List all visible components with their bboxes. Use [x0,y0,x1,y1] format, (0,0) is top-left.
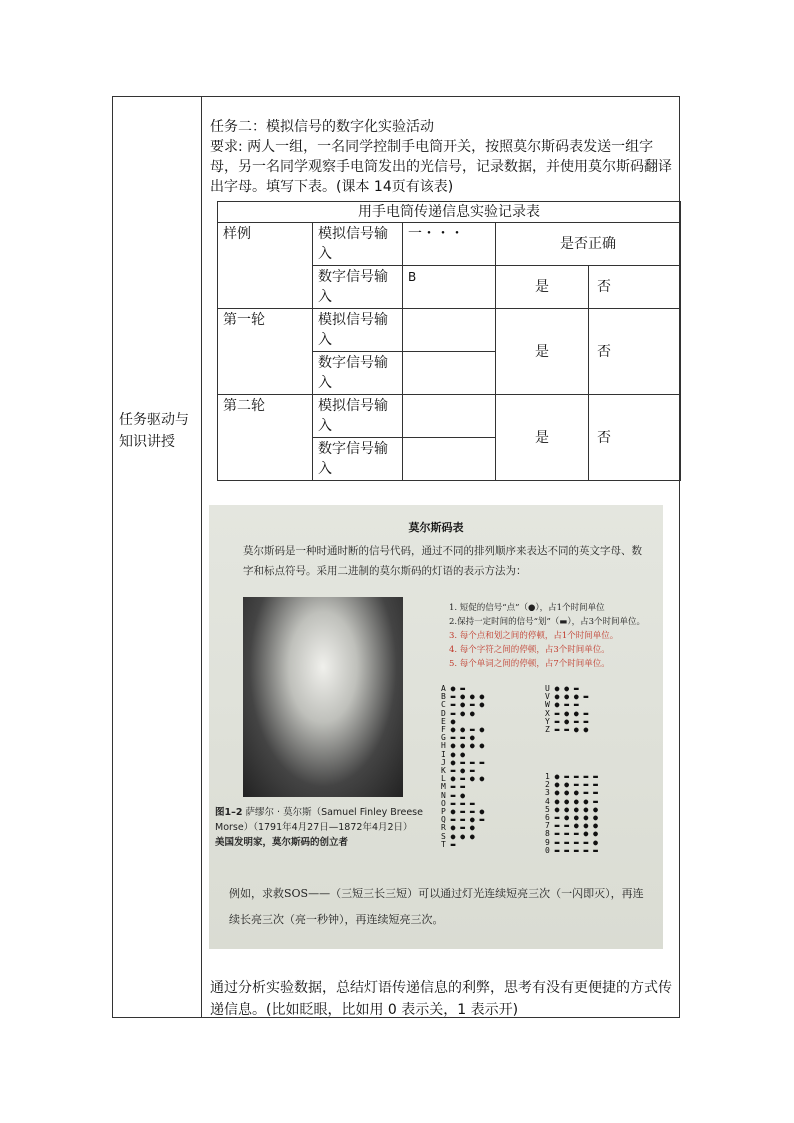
digital-label: 数字信号输入 [313,352,403,395]
no-cell: 否 [588,395,680,481]
morse-portrait [243,597,403,797]
textbook-page [209,505,663,949]
yes-cell: 是 [495,266,588,309]
caption-label: 图1–2 [215,807,243,818]
analog-label: 模拟信号输入 [313,309,403,352]
analog-value-round1 [402,309,495,352]
digital-value-round2 [402,438,495,481]
sos-example: 例如，求救SOS——（三短三长三短）可以通过灯光连续短亮三次（一闪即灭），再连续长亮三次（亮一秒钟），再连续短亮三次。 [229,887,644,926]
morse-digits: 1 ● ▬ ▬ ▬ ▬ 2 ● ● ▬ ▬ ▬ 3 ● ● ● ▬ ▬ 4 ● ● ● ● ▬ 5 ● ● ● ● ● 6 ▬ ● ● ● ● 7 ▬ ▬ ● ● ● 8 ▬ ▬ ▬ ● ● 9 ▬ ▬ ▬ ▬ ● 0 ▬ ▬ ▬ ▬ ▬ [545,772,598,855]
digital-label: 数字信号输入 [313,438,403,481]
morse-letters-a-t: A ● ▬ B ▬ ● ● ● C ▬ ● ▬ ● D ▬ ● ● E ● F ● ● ▬ ● G ▬ ▬ ● H ● ● ● ● I ● ● J ● ▬ ▬ ▬ K ▬ ● ▬ L ● ▬ ● ● M ▬ ▬ N ▬ ● O ▬ ▬ ▬ P ● ▬ ▬ ● Q ▬ ▬ ● ▬ R ● ▬ ● S ● ● ● T ▬ [441,684,485,849]
morse-letters-u-z: U ● ● ▬ V ● ● ● ▬ W ● ▬ ▬ X ▬ ● ● ▬ Y ▬ ● ▬ ▬ Z ▬ ▬ ● ● [545,684,589,735]
morse-table-title: 莫尔斯码表 [408,521,464,534]
analog-label: 模拟信号输入 [313,223,403,266]
rule-2: 2.保持一定时间的信号“划”（▬），占3个时间单位。 [449,617,645,627]
digital-value-sample: B [402,266,495,309]
record-table-title: 用手电筒传递信息实验记录表 [218,202,681,223]
morse-rules [449,601,659,671]
rule-1: 1. 短促的信号“点”（●），占1个时间单位 [449,603,605,613]
task-content [210,117,675,197]
record-table [217,201,681,481]
digital-value-round1 [402,352,495,395]
left-column [113,97,202,1017]
caption-name: 萨缪尔 · 莫尔斯（Samuel Finley Breese Morse）（1791年4月27日—1872年4月2日） [215,807,423,833]
caption-desc: 美国发明家，莫尔斯码的创立者 [215,837,349,848]
rule-4: 4. 每个字符之间的停顿，占3个时间单位。 [449,645,610,655]
digital-label: 数字信号输入 [313,266,403,309]
lesson-table [112,96,680,1018]
correct-header: 是否正确 [495,223,680,266]
no-cell: 否 [588,309,680,395]
morse-intro: 莫尔斯码是一种时通时断的信号代码，通过不同的排列顺序来表达不同的英文字母、数字和标点符号。采用二进制的莫尔斯码的灯语的表示方法为： [243,545,642,577]
portrait-caption [215,805,435,850]
textbook-photo [209,505,663,949]
row-name-round2: 第二轮 [218,395,313,481]
rule-3: 3. 每个点和划之间的停顿，占1个时间单位。 [449,631,619,641]
analog-label: 模拟信号输入 [313,395,403,438]
no-cell: 否 [588,266,680,309]
row-name-sample: 样例 [218,223,313,309]
rule-5: 5. 每个单词之间的停顿，占7个时间单位。 [449,659,610,669]
task-requirement: 要求: 两人一组，一名同学控制手电筒开关，按照莫尔斯码表发送一组字母，另一名同学观察手电筒发出的光信号，记录数据，并使用莫尔斯码翻译出字母。填写下表。(课本 14页有该表) [210,139,672,195]
yes-cell: 是 [495,395,588,481]
task-title: 任务二：模拟信号的数字化实验活动 [210,119,434,135]
row-name-round1: 第一轮 [218,309,313,395]
yes-cell: 是 [495,309,588,395]
analog-value-sample: 一・・・ [402,223,495,266]
section-label: 任务驱动与知识讲授 [119,412,189,450]
analog-value-round2 [402,395,495,438]
summary-text: 通过分析实验数据，总结灯语传递信息的利弊，思考有没有更便捷的方式传递信息。(比如眨眼，比如用 0 表示关，1 表示开) [210,980,672,1018]
